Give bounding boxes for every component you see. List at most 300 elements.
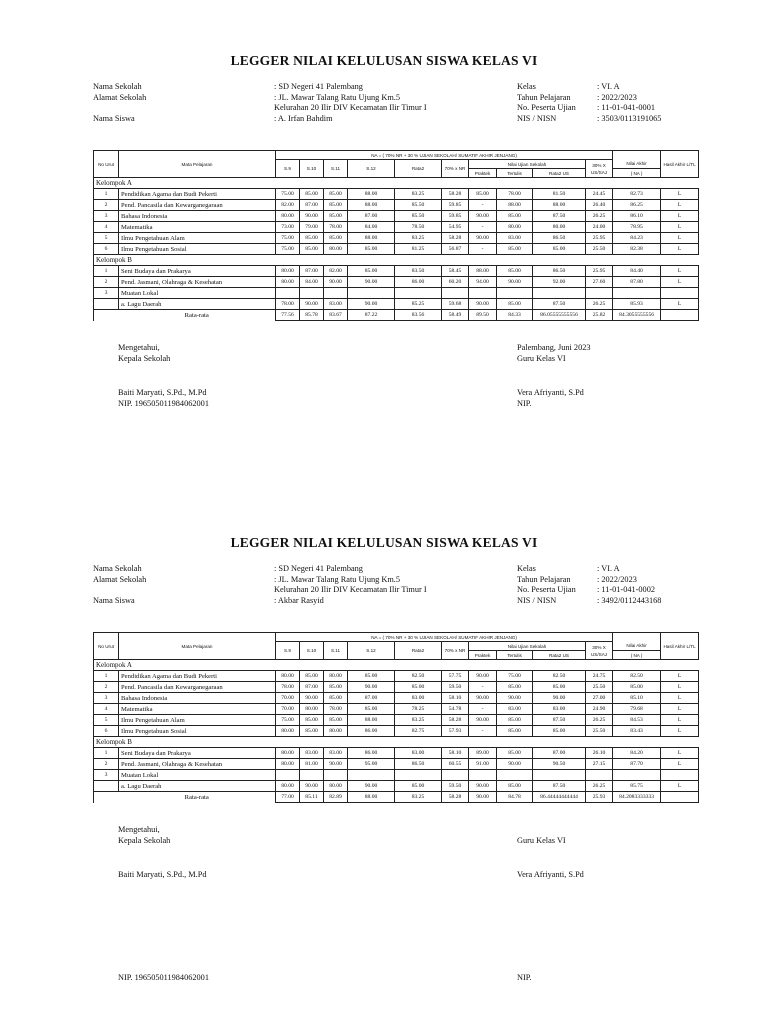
score-na: 85.00 [613,682,661,693]
score-rata2: 78.25 [395,704,442,715]
score-s12: 88.00 [348,200,395,211]
score-s9: 75.00 [276,233,300,244]
label-tahun: Tahun Pelajaran [517,574,571,584]
score-us30: 26.10 [586,748,613,759]
average-s10: 85.78 [300,310,324,321]
guru-nip: NIP. [517,399,532,408]
subject-name: Ilmu Pengetahuan Sosial [119,244,276,255]
score-tertulis: 75.00 [497,671,533,682]
score-praktek: 89.00 [469,748,497,759]
score-rata2: 83.00 [395,693,442,704]
row-number: 1 [94,748,119,759]
info-values-left [274,82,427,124]
info-labels-left [93,82,146,124]
score-nr70: 59.85 [442,211,469,222]
header-rata2-us: Rata2 US [533,169,586,178]
value-nama-siswa: : Akbar Rasyid [274,595,324,605]
score-nr70: 57.75 [442,671,469,682]
label-alamat: Alamat Sekolah [93,92,147,102]
ledger-title: LEGGER NILAI KELULUSAN SISWA KELAS VI [230,535,538,550]
score-us30: 25.50 [586,682,613,693]
average-nr70: 58.28 [442,792,469,803]
score-na: 85.75 [613,781,661,792]
row-number: 4 [94,704,119,715]
score-s11: 85.00 [324,693,348,704]
average-hasil [661,310,699,321]
score-praktek: - [469,704,497,715]
score-us30: 25.95 [586,266,613,277]
header-s10: S.10 [300,642,324,660]
score-na: 82.73 [613,189,661,200]
value-alamat-1: : JL. Mawar Talang Ratu Ujung Km.5 [274,574,401,584]
score-rata2us: 87.00 [533,748,586,759]
average-s12: 87.22 [348,310,395,321]
score-s12: 88.00 [348,715,395,726]
info-labels-right [517,82,576,124]
table-row [94,200,699,211]
row-number: 3 [94,211,119,222]
score-s12: 90.00 [348,299,395,310]
signature-left [118,343,170,364]
score-s11: 85.00 [324,211,348,222]
score-praktek: 90.00 [469,781,497,792]
row-number: 4 [94,222,119,233]
score-na: 87.70 [613,759,661,770]
score-s12: 90.00 [348,277,395,288]
header-s12: S.12 [348,642,395,660]
value-nis: : 3503/0113191065 [597,113,662,123]
score-nr70: 56.87 [442,244,469,255]
score-hasil: L [661,759,699,770]
signature-left [118,825,170,846]
score-hasil: L [661,726,699,737]
header-nilai-ujian: Nilai Ujian Sekolah [469,160,586,169]
header-row-1 [94,633,699,642]
score-hasil: L [661,189,699,200]
label-nama-sekolah: Nama Sekolah [93,564,142,573]
average-label: Rata-rata [119,310,276,321]
kelompok-b-label: Kelompok B [94,737,276,748]
score-s9: 80.00 [276,781,300,792]
header-no-urut: No Urut [94,151,119,178]
average-praktek: 90.00 [469,792,497,803]
info-values-right [597,564,661,606]
score-us30: 25.50 [586,244,613,255]
score-rata2: 85.00 [395,781,442,792]
table-row [94,244,699,255]
score-s10: 83.00 [300,748,324,759]
row-number: 1 [94,189,119,200]
score-rata2us: 80.00 [533,222,586,233]
kelompok-a-label: Kelompok A [94,660,276,671]
score-hasil: L [661,682,699,693]
score-s9: 70.00 [276,704,300,715]
score-tertulis: 78.00 [497,189,533,200]
value-kelas: : VI. A [597,564,620,573]
kepsek-name: Baiti Maryati, S.Pd., M.Pd [118,870,207,879]
table-row [94,682,699,693]
score-s10: 85.00 [300,189,324,200]
score-hasil: L [661,748,699,759]
average-us30: 25.82 [586,310,613,321]
score-tertulis: 88.00 [497,200,533,211]
score-na: 87.80 [613,277,661,288]
subject-name: Bahasa Indonesia [119,211,276,222]
score-rata2: 86.50 [395,759,442,770]
score-na: 79.68 [613,704,661,715]
group-row-a [94,178,699,189]
score-nr70: 59.50 [442,682,469,693]
header-no-urut: No Urut [94,633,119,660]
score-rata2: 85.50 [395,211,442,222]
score-praktek: 90.00 [469,211,497,222]
score-rata2: 82.50 [395,671,442,682]
guru-nip: NIP. [517,973,532,982]
header-s11: S.11 [324,160,348,178]
value-peserta: : 11-01-041-0001 [597,103,655,113]
score-s11: 85.00 [324,200,348,211]
header-formula: NA = ( 70% NR + 30 % UJIAN SEKOLAH/ SUMATIF AKHIR JENJANG) [276,151,613,160]
guru-title: Guru Kelas VI [517,353,566,363]
score-nr70: 58.10 [442,693,469,704]
score-rata2us: 90.00 [533,693,586,704]
score-hasil: L [661,277,699,288]
score-praktek: - [469,200,497,211]
score-rata2us: 86.50 [533,233,586,244]
score-hasil: L [661,704,699,715]
score-praktek: 90.00 [469,299,497,310]
average-s10: 85.11 [300,792,324,803]
average-tertulis: 84.33 [497,310,533,321]
row-number: 1 [94,671,119,682]
score-s11: 83.00 [324,748,348,759]
score-nr70: 60.20 [442,277,469,288]
value-nama-sekolah: : SD Negeri 41 Palembang [274,82,363,91]
score-s12: 90.00 [348,781,395,792]
kepsek-name: Baiti Maryati, S.Pd., M.Pd [118,388,207,397]
score-praktek: - [469,726,497,737]
header-hasil: Hasil Akhir L/TL [661,151,699,178]
subject-name: Pend. Pancasila dan Kewarganegaraan [119,682,276,693]
mengetahui-text: Mengetahui, [118,343,160,352]
score-tertulis: 90.00 [497,693,533,704]
average-s11: 82.89 [324,792,348,803]
score-rata2us: 85.00 [533,682,586,693]
value-nama-sekolah: : SD Negeri 41 Palembang [274,564,363,573]
table-row [94,211,699,222]
score-tertulis: 83.00 [497,233,533,244]
header-na: ( NA ) [613,651,661,660]
score-us30: 27.00 [586,693,613,704]
score-praktek: - [469,244,497,255]
score-tertulis: 85.00 [497,299,533,310]
score-rata2us: 85.00 [533,244,586,255]
score-s10: 85.00 [300,233,324,244]
row-number [94,781,119,792]
score-s10: 87.00 [300,266,324,277]
score-hasil: L [661,715,699,726]
score-us30: 25.95 [586,233,613,244]
subject-name: Matematika [119,222,276,233]
header-mata-pelajaran: Mata Pelajaran [119,633,276,660]
score-rata2: 85.50 [395,200,442,211]
score-s11: 80.00 [324,671,348,682]
header-s9: S.9 [276,642,300,660]
average-row [94,310,699,321]
score-s10: 81.00 [300,759,324,770]
score-tertulis: 85.00 [497,682,533,693]
muatan-lokal-row [94,288,699,299]
subject-name: Pendidikan Agama dan Budi Pekerti [119,671,276,682]
score-s9: 75.00 [276,715,300,726]
score-us30: 26.25 [586,715,613,726]
value-tahun: : 2022/2023 [597,92,637,102]
score-tertulis: 85.00 [497,715,533,726]
score-s9: 80.00 [276,266,300,277]
average-rata2: 83.25 [395,792,442,803]
score-s9: 80.00 [276,671,300,682]
score-tertulis: 85.00 [497,211,533,222]
score-s12: 84.00 [348,222,395,233]
score-rata2us: 81.50 [533,189,586,200]
score-nr70: 58.28 [442,189,469,200]
score-nr70: 59.85 [442,200,469,211]
group-row-a [94,660,699,671]
header-s10: S.10 [300,160,324,178]
score-s12: 86.00 [348,726,395,737]
score-us30: 24.90 [586,704,613,715]
average-s12: 88.00 [348,792,395,803]
score-na: 86.25 [613,200,661,211]
score-tertulis: 85.00 [497,748,533,759]
score-rata2us: 86.50 [533,266,586,277]
score-tertulis: 85.00 [497,781,533,792]
score-s10: 80.00 [300,704,324,715]
label-alamat: Alamat Sekolah [93,574,147,584]
score-s10: 85.00 [300,715,324,726]
row-number: 3 [94,288,119,299]
score-praktek: 90.00 [469,671,497,682]
score-s10: 85.00 [300,671,324,682]
score-s9: 80.00 [276,726,300,737]
score-nr70: 58.45 [442,266,469,277]
average-tertulis: 84.78 [497,792,533,803]
score-s12: 87.00 [348,211,395,222]
average-s9: 77.00 [276,792,300,803]
subject-name: Pend. Pancasila dan Kewarganegaraan [119,200,276,211]
label-nis: NIS / NISN [517,113,557,123]
grades-table [93,150,699,321]
score-hasil: L [661,222,699,233]
score-rata2us: 83.00 [533,704,586,715]
average-hasil [661,792,699,803]
score-nr70: 57.93 [442,726,469,737]
header-30-us: 30% X US/SAJ [586,642,613,660]
table-row [94,189,699,200]
score-praktek: - [469,222,497,233]
score-rata2us: 87.50 [533,781,586,792]
score-praktek: 90.00 [469,233,497,244]
table-row [94,726,699,737]
label-nis: NIS / NISN [517,595,557,605]
score-s11: 78.00 [324,704,348,715]
score-s12: 88.00 [348,189,395,200]
score-na: 84.23 [613,233,661,244]
score-s11: 80.00 [324,781,348,792]
row-number: 2 [94,682,119,693]
score-nr70: 54.95 [442,222,469,233]
score-s10: 90.00 [300,299,324,310]
score-tertulis: 83.00 [497,704,533,715]
value-kelas: : VI. A [597,82,620,91]
info-labels-left [93,564,146,606]
row-number: 2 [94,277,119,288]
score-rata2us: 92.00 [533,277,586,288]
score-praktek: 88.00 [469,266,497,277]
header-nilai-akhir: Nilai Akhir [613,160,661,169]
kelompok-a-label: Kelompok A [94,178,276,189]
score-hasil: L [661,299,699,310]
label-kelas: Kelas [517,564,536,573]
value-alamat-1: : JL. Mawar Talang Ratu Ujung Km.5 [274,92,401,102]
score-na: 82.50 [613,671,661,682]
score-praktek: - [469,682,497,693]
row-number: 5 [94,715,119,726]
row-number: 1 [94,266,119,277]
score-rata2us: 87.50 [533,299,586,310]
subject-name: Pend. Jasmani, Olahraga & Kesehatan [119,759,276,770]
subject-name: Pendidikan Agama dan Budi Pekerti [119,189,276,200]
score-s9: 78.00 [276,682,300,693]
score-s12: 95.00 [348,759,395,770]
score-nr70: 59.50 [442,781,469,792]
score-rata2: 81.25 [395,244,442,255]
subject-name: Ilmu Pengetahuan Sosial [119,726,276,737]
muatan-lokal-row [94,770,699,781]
subject-name: Seni Budaya dan Prakarya [119,748,276,759]
row-number: 6 [94,244,119,255]
average-na: 84.3055555556 [613,310,661,321]
score-na: 78.95 [613,222,661,233]
value-nis: : 3492/0112443168 [597,595,662,605]
score-rata2: 85.00 [395,682,442,693]
value-alamat-2: Kelurahan 20 Ilir DIV Kecamatan Ilir Timur I [274,103,427,113]
average-rata2us: 86.44444444444 [533,792,586,803]
score-s11: 82.00 [324,266,348,277]
score-na: 85.93 [613,299,661,310]
score-hasil: L [661,266,699,277]
label-kelas: Kelas [517,82,536,91]
label-nama-siswa: Nama Siswa [93,113,135,123]
score-s12: 86.00 [348,748,395,759]
guru-name: Vera Afriyanti, S.Pd [517,870,584,879]
score-rata2: 83.25 [395,233,442,244]
guru-name: Vera Afriyanti, S.Pd [517,388,584,397]
score-hasil: L [661,244,699,255]
score-na: 83.43 [613,726,661,737]
score-praktek: 94.00 [469,277,497,288]
score-s10: 85.00 [300,726,324,737]
kelompok-b-label: Kelompok B [94,255,276,266]
score-na: 84.53 [613,715,661,726]
table-row [94,781,699,792]
score-s9: 80.00 [276,748,300,759]
kepsek-nip: NIP. 196505011984062001 [118,973,209,982]
score-praktek: 90.00 [469,693,497,704]
average-row [94,792,699,803]
score-s9: 80.00 [276,211,300,222]
subject-name: Ilmu Pengetahuan Alam [119,715,276,726]
score-s10: 87.00 [300,200,324,211]
score-s11: 83.00 [324,299,348,310]
subject-name: Pend. Jasmani, Olahraga & Kesehatan [119,277,276,288]
score-rata2: 82.75 [395,726,442,737]
label-nama-sekolah: Nama Sekolah [93,82,142,91]
score-s12: 87.00 [348,693,395,704]
average-praktek: 89.50 [469,310,497,321]
info-values-right [597,82,661,124]
score-hasil: L [661,211,699,222]
average-rata2us: 86.05555555556 [533,310,586,321]
value-tahun: : 2022/2023 [597,574,637,584]
average-nr70: 58.49 [442,310,469,321]
header-nilai-ujian: Nilai Ujian Sekolah [469,642,586,651]
score-rata2: 83.25 [395,189,442,200]
value-peserta: : 11-01-041-0002 [597,585,655,595]
score-s11: 85.00 [324,682,348,693]
score-us30: 26.25 [586,211,613,222]
score-us30: 27.60 [586,277,613,288]
header-na: ( NA ) [613,169,661,178]
row-number: 3 [94,693,119,704]
score-nr70: 60.55 [442,759,469,770]
score-s9: 70.00 [276,693,300,704]
label-peserta: No. Peserta Ujian [517,103,576,113]
label-nama-siswa: Nama Siswa [93,595,135,605]
score-rata2: 85.25 [395,299,442,310]
score-s12: 85.00 [348,671,395,682]
muatan-lokal-label: Muatan Lokal [119,288,276,299]
score-s11: 85.00 [324,233,348,244]
row-number [94,299,119,310]
info-labels-right [517,564,576,606]
score-tertulis: 90.00 [497,277,533,288]
header-s9: S.9 [276,160,300,178]
score-us30: 24.75 [586,671,613,682]
table-row [94,266,699,277]
score-rata2us: 88.00 [533,200,586,211]
header-nilai-akhir: Nilai Akhir [613,642,661,651]
grades-table [93,632,699,803]
score-na: 82.38 [613,244,661,255]
score-tertulis: 85.00 [497,726,533,737]
signature-right [517,825,566,846]
ledger-title: LEGGER NILAI KELULUSAN SISWA KELAS VI [230,53,538,68]
score-us30: 26.25 [586,299,613,310]
score-s10: 90.00 [300,781,324,792]
average-s9: 77.56 [276,310,300,321]
score-us30: 26.25 [586,781,613,792]
table-row [94,693,699,704]
place-date [517,825,566,836]
subject-name: Matematika [119,704,276,715]
label-tahun: Tahun Pelajaran [517,92,571,102]
header-30-us: 30% X US/SAJ [586,160,613,178]
label-peserta: No. Peserta Ujian [517,585,576,595]
score-s10: 90.00 [300,693,324,704]
table-row [94,715,699,726]
score-s11: 80.00 [324,244,348,255]
